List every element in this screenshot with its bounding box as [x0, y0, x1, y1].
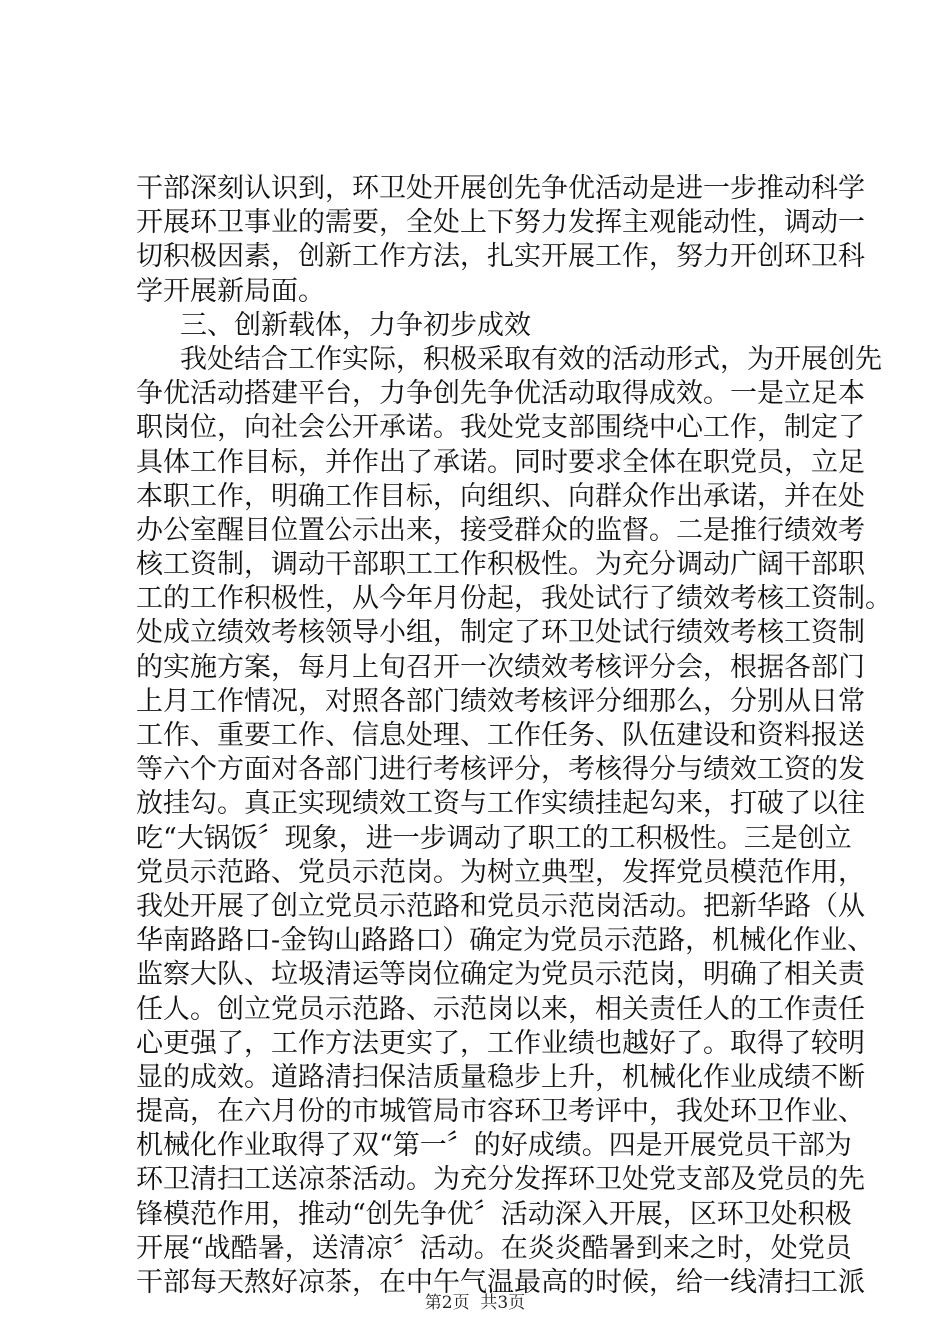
text-line: 任人。创立党员示范路、示范岗以来，相关责任人的工作责任 [136, 993, 865, 1025]
text-line: 核工资制，调动干部职工工作积极性。为充分调动广阔干部职 [136, 549, 865, 581]
text-line: 机械化作业取得了双“第一〞的好成绩。四是开展党员干部为 [136, 1130, 852, 1162]
text-line: 提高，在六月份的市城管局市容环卫考评中，我处环卫作业、 [136, 1096, 865, 1128]
text-line: 显的成效。道路清扫保洁质量稳步上升，机械化作业成绩不断 [136, 1061, 865, 1093]
text-line: 具体工作目标，并作出了承诺。同时要求全体在职党员，立足 [136, 446, 865, 478]
text-line: 办公室醒目位置公示出来，接受群众的监督。二是推行绩效考 [136, 514, 865, 546]
text-line: 干部深刻认识到，环卫处开展创先争优活动是进一步推动科学 [136, 173, 865, 204]
text-line: 党员示范路、党员示范岗。为树立典型，发挥党员模范作用， [136, 856, 865, 888]
document-body [136, 172, 892, 1300]
text-line: 处成立绩效考核领导小组，制定了环卫处试行绩效考核工资制 [136, 617, 865, 649]
text-line: 上月工作情况，对照各部门绩效考核评分细那么，分别从日常 [136, 685, 865, 717]
text-line: 工作、重要工作、信息处理、工作任务、队伍建设和资料报送 [136, 720, 865, 751]
text-line: 我处开展了创立党员示范路和党员示范岗活动。把新华路（从 [136, 890, 865, 922]
text-line: 工的工作积极性，从今年月份起，我处试行了绩效考核工资制。 [136, 583, 892, 615]
text-line: 锋模范作用，推动“创先争优〞活动深入开展，区环卫处积极 [136, 1198, 852, 1230]
text-line: 本职工作，明确工作目标，向组织、向群众作出承诺，并在处 [136, 480, 865, 512]
text-line: 学开展新局面。 [136, 275, 325, 307]
section-heading: 三、创新载体，力争初步成效 [180, 309, 531, 341]
text-line: 放挂勾。真正实现绩效工资与工作实绩挂起勾来，打破了以往 [136, 788, 865, 820]
text-line: 我处结合工作实际，积极采取有效的活动形式，为开展创先 [180, 343, 882, 375]
text-line: 华南路路口-金钩山路路口）确定为党员示范路，机械化作业、 [136, 925, 875, 957]
text-line: 心更强了，工作方法更实了，工作业绩也越好了。取得了较明 [136, 1027, 865, 1059]
text-line: 环卫清扫工送凉茶活动。为充分发挥环卫处党支部及党员的先 [136, 1164, 865, 1196]
text-line: 开展环卫事业的需要，全处上下努力发挥主观能动性，调动一 [136, 207, 865, 239]
text-line: 干部每天熬好凉茶，在中午气温最高的时候，给一线清扫工派 [136, 1267, 865, 1298]
text-line: 开展“战酷暑，送清凉〞活动。在炎炎酷暑到来之时，处党员 [136, 1232, 852, 1264]
text-line: 吃“大锅饭〞现象，进一步调动了职工的工积极性。三是创立 [136, 822, 852, 854]
text-line: 职岗位，向社会公开承诺。我处党支部围绕中心工作，制定了 [136, 412, 865, 444]
text-line: 监察大队、垃圾清运等岗位确定为党员示范岗，明确了相关责 [136, 959, 865, 991]
page-number-footer: 第2页 共3页 [424, 1293, 526, 1313]
text-line: 的实施方案，每月上旬召开一次绩效考核评分会，根据各部门 [136, 651, 865, 683]
text-line: 等六个方面对各部门进行考核评分，考核得分与绩效工资的发 [136, 754, 865, 786]
text-line: 争优活动搭建平台，力争创先争优活动取得成效。一是立足本 [136, 378, 865, 410]
text-line: 切积极因素，创新工作方法，扎实开展工作，努力开创环卫科 [136, 241, 865, 273]
